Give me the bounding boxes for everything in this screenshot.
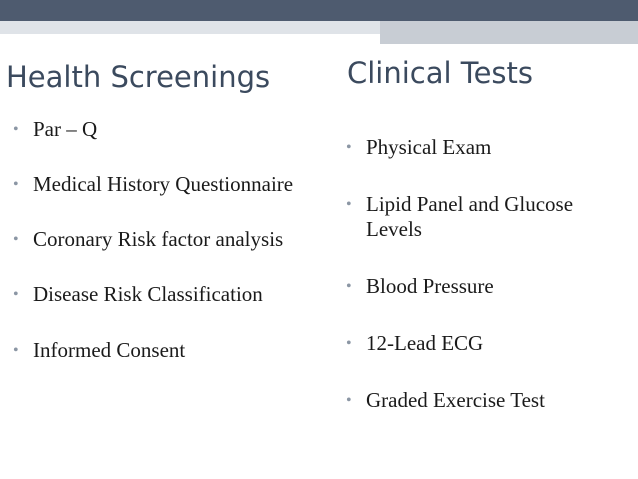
list-item-text: Blood Pressure [366,274,494,298]
bullet-icon: • [346,392,352,409]
list-item [344,135,634,160]
list-item-text: Disease Risk Classification [33,282,263,306]
list-item [11,172,321,197]
bullet-icon: • [13,176,19,193]
list-item [344,274,634,299]
bullet-icon: • [13,121,19,138]
list-item-text: Graded Exercise Test [366,388,545,412]
list-item-text: Informed Consent [33,338,186,362]
bullet-icon: • [13,342,19,359]
bullet-icon: • [13,286,19,303]
clinical-tests-list [344,135,634,413]
bullet-icon: • [346,139,352,156]
list-item-text: Physical Exam [366,135,492,159]
list-item [344,331,634,356]
list-item [344,388,634,413]
list-item-text: 12-Lead ECG [366,331,484,355]
list-item [11,338,321,363]
list-item-text: Medical History Questionnaire [33,172,294,196]
list-item-text: Coronary Risk factor analysis [33,227,284,251]
bullet-icon: • [346,335,352,352]
bullet-icon: • [13,231,19,248]
bullet-icon: • [346,278,352,295]
bullet-icon: • [346,196,352,213]
clinical-tests-heading: Clinical Tests [347,56,534,90]
list-item-text: Lipid Panel and Glucose Levels [366,192,574,241]
top-banner-dark [0,0,638,21]
list-item [344,192,634,242]
top-banner-accent [380,21,638,44]
list-item [11,282,321,307]
list-item [11,227,321,252]
list-item-text: Par – Q [33,117,98,141]
list-item [11,117,321,142]
health-screenings-list [11,117,321,363]
health-screenings-heading: Health Screenings [6,60,271,94]
